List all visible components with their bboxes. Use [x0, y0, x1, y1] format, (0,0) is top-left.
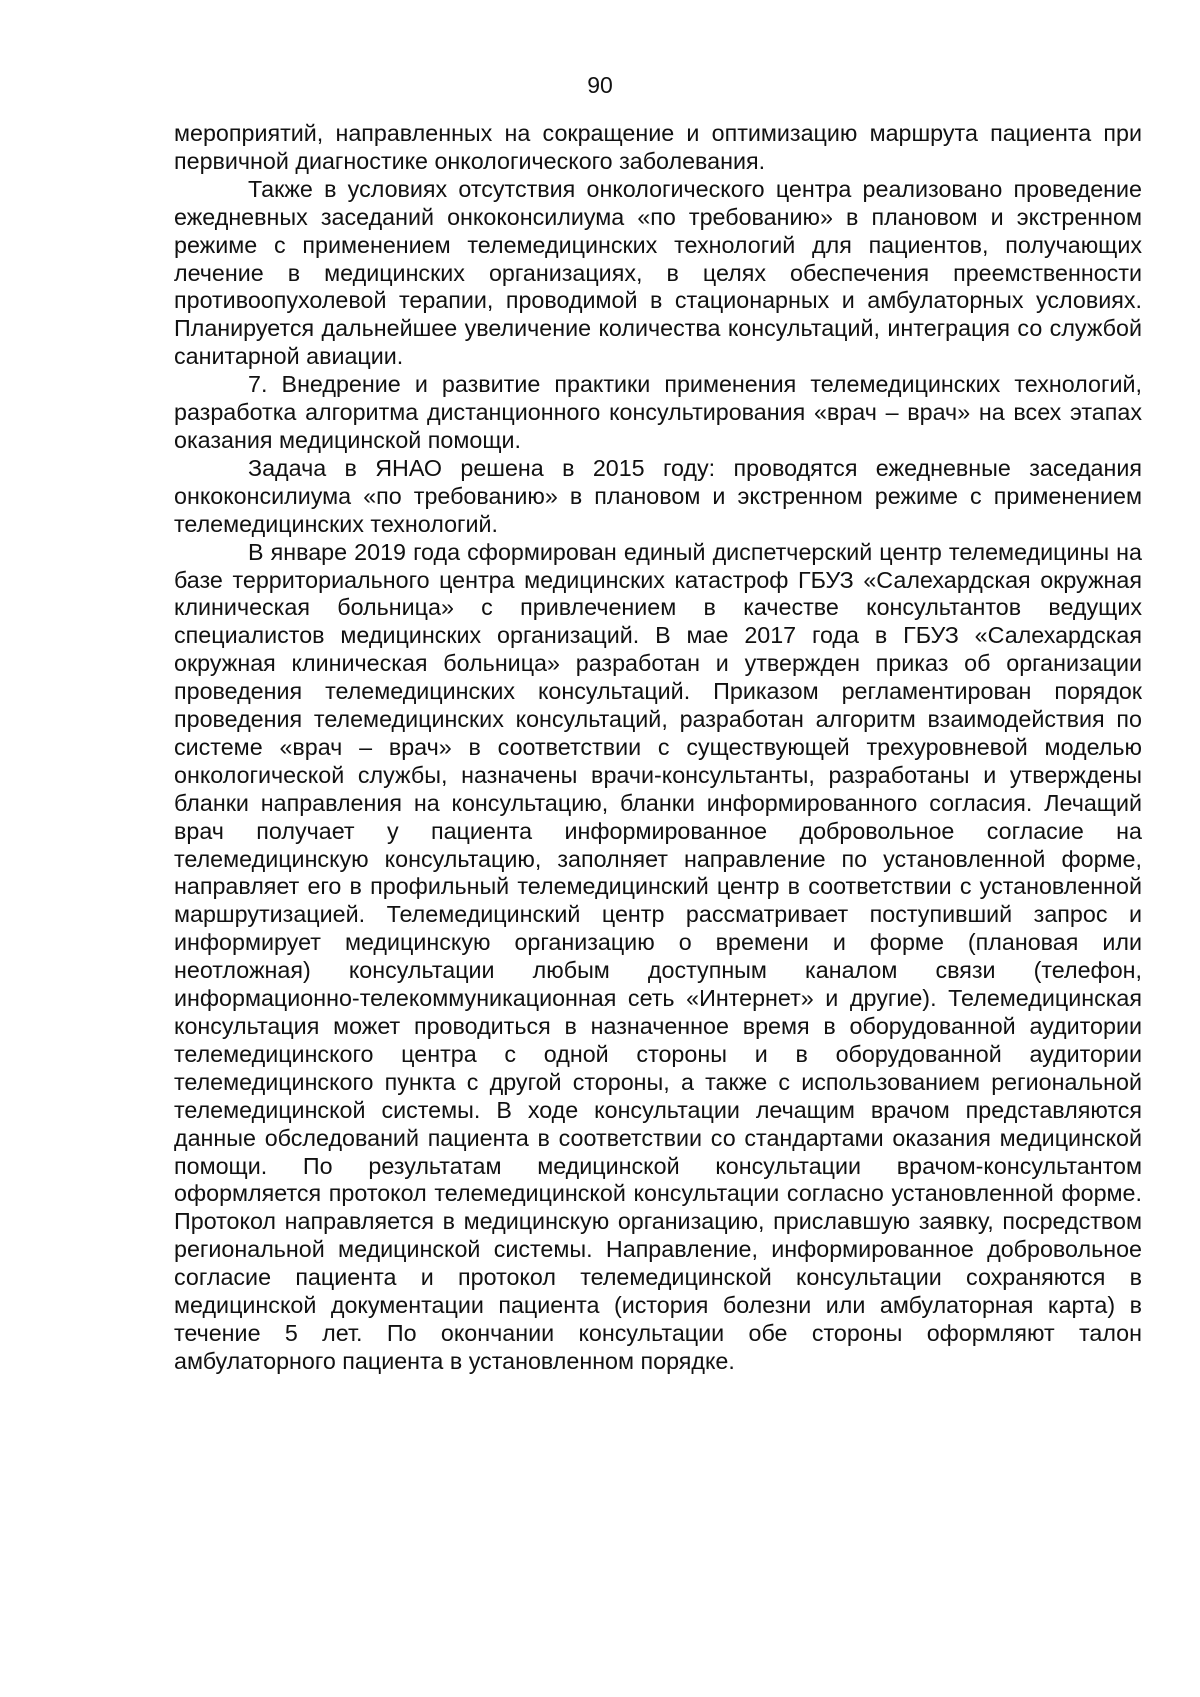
document-body [174, 120, 1142, 1376]
paragraph-continuation: мероприятий, направленных на сокращение и оптимизацию маршрута пациента при первичной диагностике онкологического заболевания. [174, 120, 1142, 174]
paragraph-item-7: 7. Внедрение и развитие практики применения телемедицинских технологий, разработка алгоритма дистанционного консультирования «врач – врач» на всех этапах оказания медицинской помощи. [174, 371, 1142, 453]
paragraph-task-yanao: Задача в ЯНАО решена в 2015 году: проводятся ежедневные заседания онкоконсилиума «по требованию» в плановом и экстренном режиме с применением телемедицинских технологий. [174, 454, 1142, 537]
paragraph-oncology-center: Также в условиях отсутствия онкологического центра реализовано проведение ежедневных заседаний онкоконсилиума «по требованию» в плановом и экстренном режиме с применением телемедицинских технологий для пациентов, получающих лечение в медицинских организациях, в целях обеспечения преемственности противоопухолевой терапии, проводимой в стационарных и амбулаторных условиях. Планируется дальнейшее увеличение количества консультаций, интеграция со службой санитарной авиации. [174, 175, 1142, 370]
paragraph-telemedicine-center: В январе 2019 года сформирован единый диспетчерский центр телемедицины на базе территориального центра медицинских катастроф ГБУЗ «Салехардская окружная клиническая больница» с привлечением в качестве консультантов ведущих специалистов медицинских организаций. В мае 2017 года в ГБУЗ «Салехардская окружная клиническая больница» разработан и утвержден приказ об организации проведения телемедицинских консультаций. Приказом регламентирован порядок проведения телемедицинских консультаций, разработан алгоритм взаимодействия по системе «врач – врач» в соответствии с существующей трехуровневой моделью онкологической службы, назначены врачи-консультанты, разработаны и утверждены бланки направления на консультацию, бланки информированного согласия. Лечащий врач получает у пациента информированное добровольное согласие на телемедицинскую консультацию, заполняет направление по установленной форме, направляет его в профильный телемедицинский центр в соответствии с установленной маршрутизацией. Телемедицинский центр рассматривает поступивший запрос и информирует медицинскую организацию о времени и форме (плановая или неотложная) консультации любым доступным каналом связи (телефон, информационно-телекоммуникационная сеть «Интернет» и другие). Телемедицинская консультация может проводиться в назначенное время в оборудованной аудитории телемедицинского центра с одной стороны и в оборудованной аудитории телемедицинского пункта с другой стороны, а также с использованием региональной телемедицинской системы. В ходе консультации лечащим врачом представляются данные обследований пациента в соответствии со стандартами оказания медицинской помощи. По результатам медицинской консультации врачом-консультантом оформляется протокол телемедицинской консультации согласно установленной форме. Протокол направляется в медицинскую организацию, приславшую заявку, посредством региональной медицинской системы. Направление, информированное добровольное согласие пациента и протокол телемедицинской консультации сохраняются в медицинской документации пациента (история болезни или амбулаторная карта) в течение 5 лет. По окончании консультации обе стороны оформляют талон амбулаторного пациента в установленном порядке. [174, 538, 1142, 1374]
page-number: 90 [587, 72, 613, 98]
